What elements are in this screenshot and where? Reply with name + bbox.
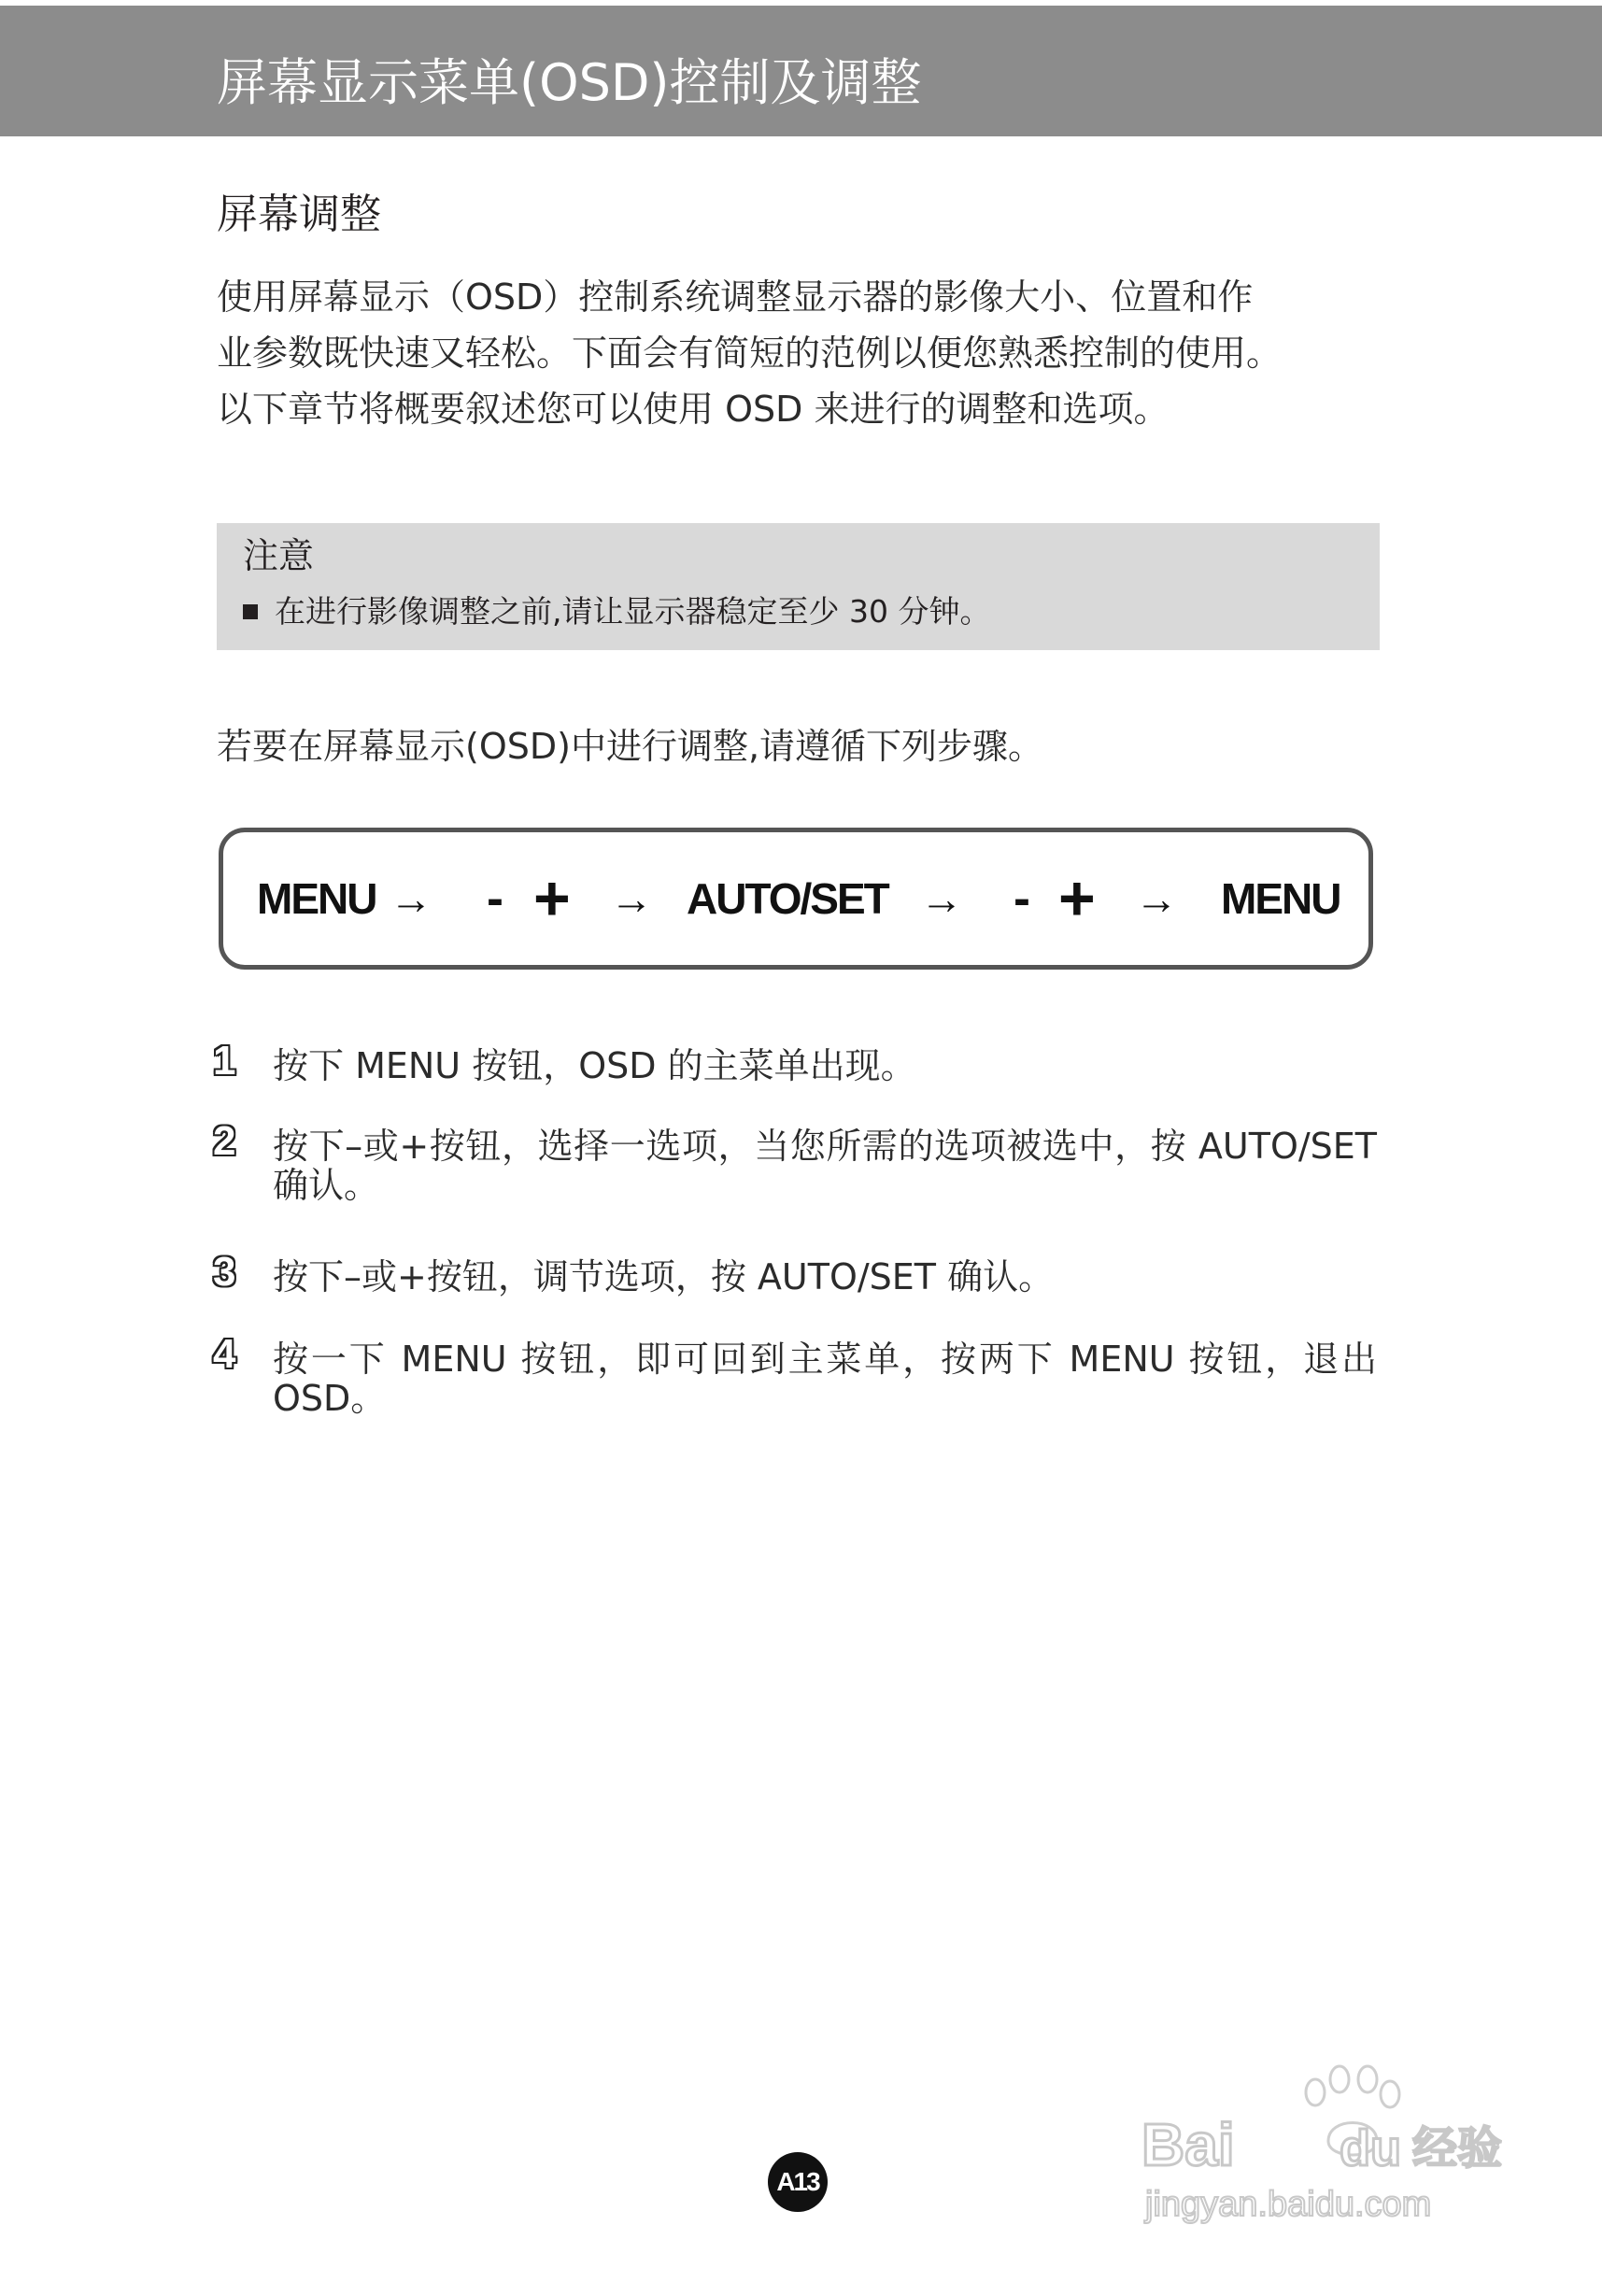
step-text: 按下 MENU 按钮，OSD 的主菜单出现。	[273, 1045, 916, 1086]
seq-minus-label: -	[1014, 871, 1030, 927]
key-sequence-box	[219, 828, 1373, 970]
arrow-right-icon: →	[390, 874, 432, 923]
svg-text:du: du	[1340, 2120, 1401, 2176]
step-number: 1	[213, 1038, 236, 1084]
seq-menu-label: MENU	[257, 874, 376, 923]
page-title: 屏幕显示菜单(OSD)控制及调整	[217, 53, 922, 112]
arrow-right-icon: →	[1135, 874, 1178, 923]
step-number: 2	[213, 1118, 236, 1164]
seq-plus-label: +	[1058, 863, 1096, 934]
step-text: 按下–或+按钮，调节选项，按 AUTO/SET 确认。	[273, 1256, 1055, 1297]
instruction-text: 若要在屏幕显示(OSD)中进行调整,请遵循下列步骤。	[217, 726, 1044, 767]
intro-line: 业参数既快速又轻松。下面会有简短的范例以便您熟悉控制的使用。	[217, 333, 1283, 374]
seq-autoset-label: AUTO/SET	[687, 874, 888, 923]
section-heading: 屏幕调整	[217, 191, 381, 238]
seq-minus-label: -	[487, 871, 503, 927]
note-item	[243, 593, 991, 630]
step-text: 按一下 MENU 按钮，即可回到主菜单，按两下 MENU 按钮，退出 OSD。	[273, 1339, 1377, 1419]
intro-line: 以下章节将概要叙述您可以使用 OSD 来进行的调整和选项。	[217, 389, 1170, 430]
note-item-text: 在进行影像调整之前,请让显示器稳定至少 30 分钟。	[275, 593, 991, 630]
note-box	[217, 523, 1380, 650]
arrow-right-icon: →	[610, 874, 653, 923]
step-number: 3	[213, 1249, 236, 1295]
svg-text:经验: 经验	[1412, 2122, 1503, 2175]
intro-paragraph	[217, 269, 1384, 437]
step-text: 按下–或+按钮，选择一选项，当您所需的选项被选中，按 AUTO/SET 确认。	[273, 1126, 1377, 1206]
seq-plus-label: +	[533, 863, 571, 934]
square-bullet-icon	[243, 604, 258, 619]
svg-text:Bai: Bai	[1141, 2111, 1235, 2178]
arrow-right-icon: →	[920, 874, 963, 923]
svg-text:jingyan.baidu.com: jingyan.baidu.com	[1145, 2185, 1432, 2224]
page-number-badge: A13	[768, 2152, 828, 2212]
note-title: 注意	[243, 535, 315, 576]
baidu-jingyan-watermark	[1132, 2051, 1506, 2238]
seq-menu-label: MENU	[1221, 874, 1340, 923]
intro-line: 使用屏幕显示（OSD）控制系统调整显示器的影像大小、位置和作	[217, 276, 1254, 318]
step-number: 4	[213, 1331, 236, 1377]
header-bar	[0, 6, 1602, 136]
